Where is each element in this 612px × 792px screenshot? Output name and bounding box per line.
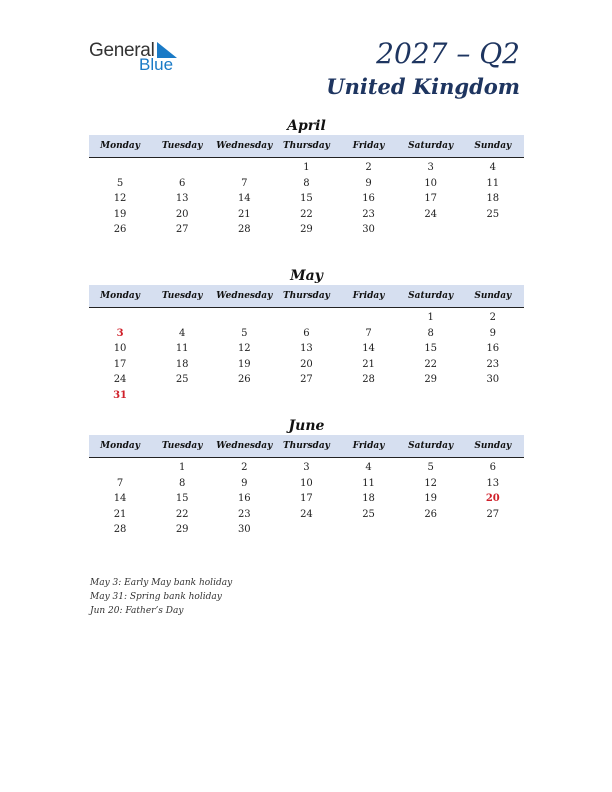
day-cell: 30 xyxy=(237,524,251,535)
day-cell: 21 xyxy=(237,208,251,220)
day-cell: 10 xyxy=(300,477,313,489)
day-grid xyxy=(89,460,524,538)
empty-day-cell xyxy=(275,522,337,538)
weekday-header xyxy=(89,135,524,158)
day-cell: 13 xyxy=(300,343,313,354)
weekday-label: Tuesday xyxy=(161,441,203,451)
week-row xyxy=(89,222,524,238)
empty-day-cell xyxy=(338,388,400,404)
day-cell: 5 xyxy=(116,177,124,189)
empty-day-cell xyxy=(338,522,400,538)
day-cell: 11 xyxy=(362,477,375,489)
week-row xyxy=(89,357,524,373)
week-row xyxy=(89,176,524,192)
day-cell: 15 xyxy=(424,343,438,354)
day-cell: 6 xyxy=(489,462,496,473)
empty-day-cell xyxy=(151,160,213,176)
day-cell: 24 xyxy=(424,208,438,220)
day-cell: 20 xyxy=(300,358,313,370)
day-grid xyxy=(89,160,524,238)
day-cell: 3 xyxy=(427,162,434,173)
day-cell: 9 xyxy=(489,327,496,339)
day-cell: 20 xyxy=(175,208,189,220)
weekday-label: Thursday xyxy=(282,291,330,301)
week-row xyxy=(89,326,524,342)
empty-day-cell xyxy=(400,522,462,538)
weekday-label: Thursday xyxy=(282,141,330,151)
empty-day-cell xyxy=(400,222,462,238)
day-cell: 16 xyxy=(237,493,251,504)
day-cell: 19 xyxy=(237,358,251,370)
weekday-label: Saturday xyxy=(408,441,454,451)
day-cell: 2 xyxy=(489,312,496,323)
weekday-label: Thursday xyxy=(282,441,330,451)
week-row xyxy=(89,491,524,507)
day-cell: 15 xyxy=(300,193,313,204)
empty-day-cell xyxy=(213,310,275,326)
day-cell: 9 xyxy=(365,177,372,189)
week-row xyxy=(89,372,524,388)
logo-word-blue: Blue xyxy=(139,55,174,74)
day-cell: 25 xyxy=(486,208,500,220)
day-cell: 29 xyxy=(424,374,438,385)
day-cell: 7 xyxy=(116,477,124,489)
day-cell: 6 xyxy=(179,177,186,189)
day-cell: 23 xyxy=(237,508,251,520)
day-cell: 26 xyxy=(237,374,251,385)
day-cell: 1 xyxy=(303,162,310,173)
week-row xyxy=(89,507,524,523)
day-cell: 5 xyxy=(427,462,434,473)
week-row xyxy=(89,388,524,404)
day-cell: 12 xyxy=(424,477,438,489)
month-may xyxy=(89,267,524,403)
country-name: United Kingdom xyxy=(326,74,520,99)
month-april xyxy=(89,117,524,238)
weekday-label: Saturday xyxy=(408,291,454,301)
day-cell: 9 xyxy=(241,477,248,489)
day-cell: 21 xyxy=(113,508,127,520)
weekday-label: Wednesday xyxy=(216,141,273,151)
day-cell: 26 xyxy=(113,224,127,235)
day-grid xyxy=(89,310,524,403)
empty-day-cell xyxy=(151,388,213,404)
empty-day-cell xyxy=(462,522,524,538)
week-row xyxy=(89,191,524,207)
day-cell: 26 xyxy=(424,508,438,520)
empty-day-cell xyxy=(275,388,337,404)
holiday-note: May 31: Spring bank holiday xyxy=(90,592,222,602)
weekday-label: Saturday xyxy=(408,141,454,151)
day-cell: 18 xyxy=(362,493,375,504)
month-title: June xyxy=(288,418,325,434)
holiday-day-cell: 3 xyxy=(116,327,124,339)
weekday-label: Friday xyxy=(352,141,385,151)
day-cell: 16 xyxy=(362,193,375,204)
day-cell: 19 xyxy=(113,208,127,220)
day-cell: 7 xyxy=(241,177,248,189)
weekday-label: Sunday xyxy=(474,291,512,301)
holiday-day-cell: 31 xyxy=(113,389,128,401)
empty-day-cell xyxy=(338,310,400,326)
empty-day-cell xyxy=(89,310,151,326)
weekday-label: Tuesday xyxy=(161,141,203,151)
day-cell: 15 xyxy=(175,493,189,504)
month-june xyxy=(89,417,524,538)
logo-word-general: General xyxy=(89,40,155,61)
weekday-label: Monday xyxy=(100,291,140,301)
weekday-label: Sunday xyxy=(474,441,512,451)
weekday-label: Monday xyxy=(100,141,140,151)
empty-day-cell xyxy=(89,460,151,476)
empty-day-cell xyxy=(462,222,524,238)
day-cell: 30 xyxy=(362,224,375,235)
day-cell: 18 xyxy=(175,358,189,370)
day-cell: 28 xyxy=(237,224,251,235)
day-cell: 22 xyxy=(424,358,438,370)
day-cell: 3 xyxy=(303,462,310,473)
day-cell: 24 xyxy=(113,374,127,385)
week-row xyxy=(89,460,524,476)
day-cell: 2 xyxy=(365,162,372,173)
empty-day-cell xyxy=(151,310,213,326)
week-row xyxy=(89,207,524,223)
empty-day-cell xyxy=(462,388,524,404)
day-cell: 19 xyxy=(424,493,438,504)
day-cell: 4 xyxy=(365,462,372,473)
holiday-note: May 3: Early May bank holiday xyxy=(90,578,233,588)
weekday-header xyxy=(89,285,524,308)
day-cell: 16 xyxy=(486,343,500,354)
weekday-label: Friday xyxy=(352,291,385,301)
day-cell: 6 xyxy=(303,327,310,339)
day-cell: 13 xyxy=(175,193,189,204)
page-title: 2027 – Q2 xyxy=(376,37,520,70)
day-cell: 2 xyxy=(241,462,248,473)
day-cell: 14 xyxy=(237,193,251,204)
day-cell: 21 xyxy=(362,358,375,370)
day-cell: 23 xyxy=(486,358,500,370)
empty-day-cell xyxy=(89,160,151,176)
day-cell: 12 xyxy=(237,343,251,354)
weekday-label: Wednesday xyxy=(216,441,273,451)
week-row xyxy=(89,310,524,326)
day-cell: 12 xyxy=(113,193,127,204)
day-cell: 29 xyxy=(175,524,189,535)
empty-day-cell xyxy=(275,310,337,326)
day-cell: 8 xyxy=(303,177,310,189)
generalblue-logo xyxy=(89,40,189,76)
weekday-header xyxy=(89,435,524,458)
day-cell: 10 xyxy=(424,177,438,189)
day-cell: 11 xyxy=(175,343,189,354)
day-cell: 10 xyxy=(113,343,127,354)
day-cell: 22 xyxy=(175,508,189,520)
week-row xyxy=(89,476,524,492)
week-row xyxy=(89,341,524,357)
day-cell: 29 xyxy=(300,224,313,235)
weekday-label: Wednesday xyxy=(216,291,273,301)
month-title: May xyxy=(290,268,323,284)
empty-day-cell xyxy=(400,388,462,404)
day-cell: 17 xyxy=(113,358,127,370)
day-cell: 28 xyxy=(362,374,375,385)
holiday-day-cell: 20 xyxy=(485,493,500,504)
day-cell: 25 xyxy=(362,508,375,520)
weekday-label: Friday xyxy=(352,441,385,451)
month-title: April xyxy=(287,118,326,134)
week-row xyxy=(89,160,524,176)
day-cell: 13 xyxy=(486,477,500,489)
day-cell: 8 xyxy=(427,327,434,339)
weekday-label: Tuesday xyxy=(161,291,203,301)
day-cell: 17 xyxy=(300,493,313,504)
empty-day-cell xyxy=(213,160,275,176)
weekday-label: Monday xyxy=(100,441,140,451)
day-cell: 27 xyxy=(175,224,189,235)
day-cell: 14 xyxy=(362,343,375,354)
day-cell: 23 xyxy=(362,208,375,220)
day-cell: 30 xyxy=(486,374,500,385)
day-cell: 1 xyxy=(179,462,186,473)
day-cell: 27 xyxy=(486,508,500,520)
holiday-note: Jun 20: Father’s Day xyxy=(90,606,184,616)
day-cell: 28 xyxy=(113,524,127,535)
day-cell: 4 xyxy=(179,327,186,339)
day-cell: 14 xyxy=(113,493,127,504)
day-cell: 25 xyxy=(175,374,189,385)
day-cell: 17 xyxy=(424,193,438,204)
day-cell: 18 xyxy=(486,193,500,204)
day-cell: 27 xyxy=(300,374,313,385)
day-cell: 22 xyxy=(300,208,313,220)
day-cell: 8 xyxy=(179,477,186,489)
weekday-label: Sunday xyxy=(474,141,512,151)
day-cell: 24 xyxy=(300,508,313,520)
day-cell: 11 xyxy=(486,177,500,189)
empty-day-cell xyxy=(213,388,275,404)
day-cell: 1 xyxy=(427,312,434,323)
holiday-notes xyxy=(90,576,232,618)
day-cell: 7 xyxy=(365,327,372,339)
day-cell: 5 xyxy=(241,327,248,339)
day-cell: 4 xyxy=(489,162,496,173)
week-row xyxy=(89,522,524,538)
